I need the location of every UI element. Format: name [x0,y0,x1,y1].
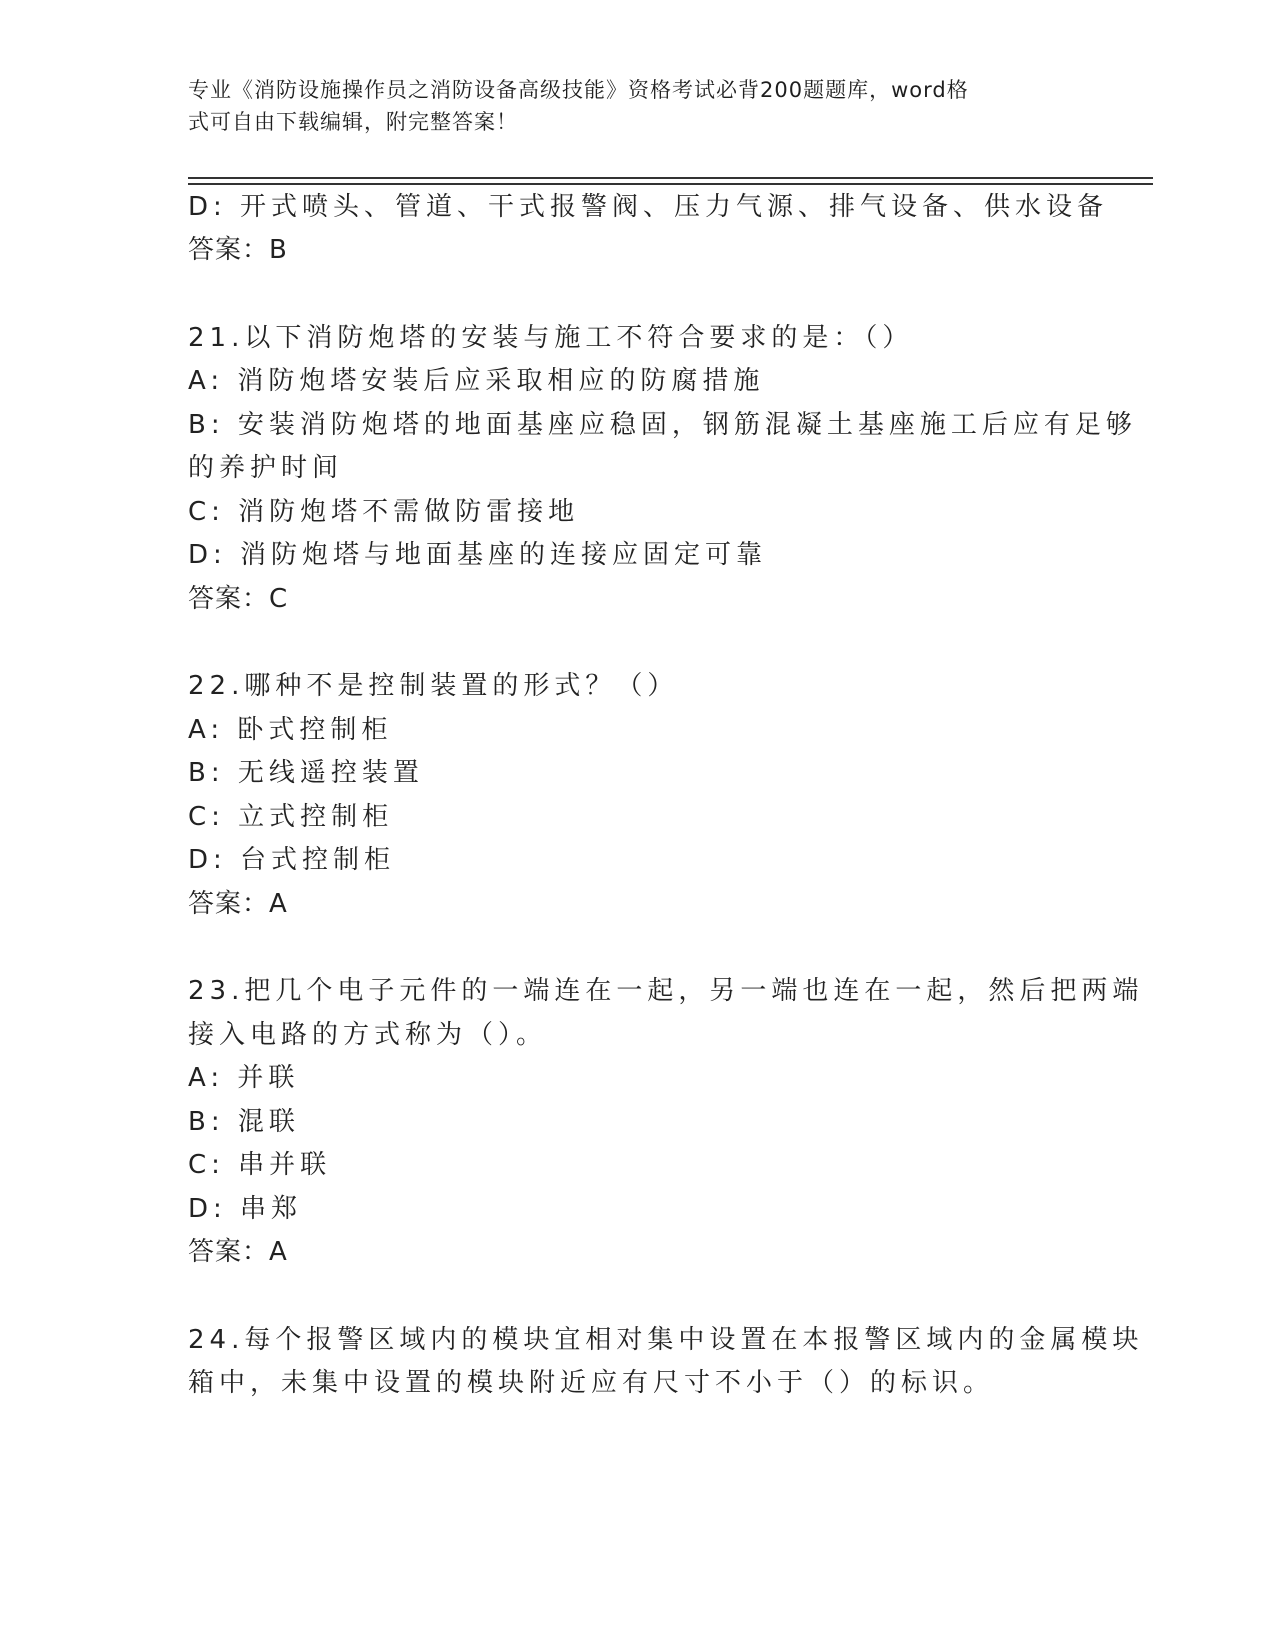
q23-answer: 答案：A [188,1237,288,1267]
q22-stem: 22.哪种不是控制装置的形式？（） [188,671,679,701]
document-header [188,74,1068,138]
q22-option-a: A: 卧式控制柜 [188,715,393,745]
prev-answer: 答案：B [188,235,288,265]
q23-stem-line1: 23.把几个电子元件的一端连在一起，另一端也连在一起，然后把两端 [188,976,1144,1006]
q22-option-b: B: 无线遥控装置 [188,758,424,788]
q21-stem: 21.以下消防炮塔的安装与施工不符合要求的是：（） [188,323,914,353]
q23-option-a: A: 并联 [188,1063,300,1093]
q21-option-b-line2: 的养护时间 [188,453,344,483]
q23-stem-line2: 接入电路的方式称为（）。 [188,1020,548,1050]
header-line-1: 专业《消防设施操作员之消防设备高级技能》资格考试必背200题题库，word格 [188,78,969,102]
q23-option-c: C: 串并联 [188,1150,332,1180]
q24-stem-line2: 箱中，未集中设置的模块附近应有尺寸不小于（）的标识。 [188,1368,995,1398]
q21-answer: 答案：C [188,584,289,614]
q23-option-d: D: 串郑 [188,1194,303,1224]
q22-answer: 答案：A [188,889,288,919]
q22-option-c: C: 立式控制柜 [188,802,394,832]
q21-option-d: D: 消防炮塔与地面基座的连接应固定可靠 [188,540,768,570]
q21-option-c: C: 消防炮塔不需做防雷接地 [188,497,580,527]
q22-option-d: D: 台式控制柜 [188,845,396,875]
q23-option-b: B: 混联 [188,1107,300,1137]
header-rule-top [188,177,1153,179]
header-line-2: 式可自由下载编辑，附完整答案！ [188,110,518,134]
q24-stem-line1: 24.每个报警区域内的模块宜相对集中设置在本报警区域内的金属模块 [188,1325,1144,1355]
q21-option-a: A: 消防炮塔安装后应采取相应的防腐措施 [188,366,765,396]
prev-option-d: D: 开式喷头、管道、干式报警阀、压力气源、排气设备、供水设备 [188,192,1109,222]
q21-option-b-line1: B: 安装消防炮塔的地面基座应稳固，钢筋混凝土基座施工后应有足够 [188,410,1137,440]
header-rule-bottom [188,183,1153,185]
